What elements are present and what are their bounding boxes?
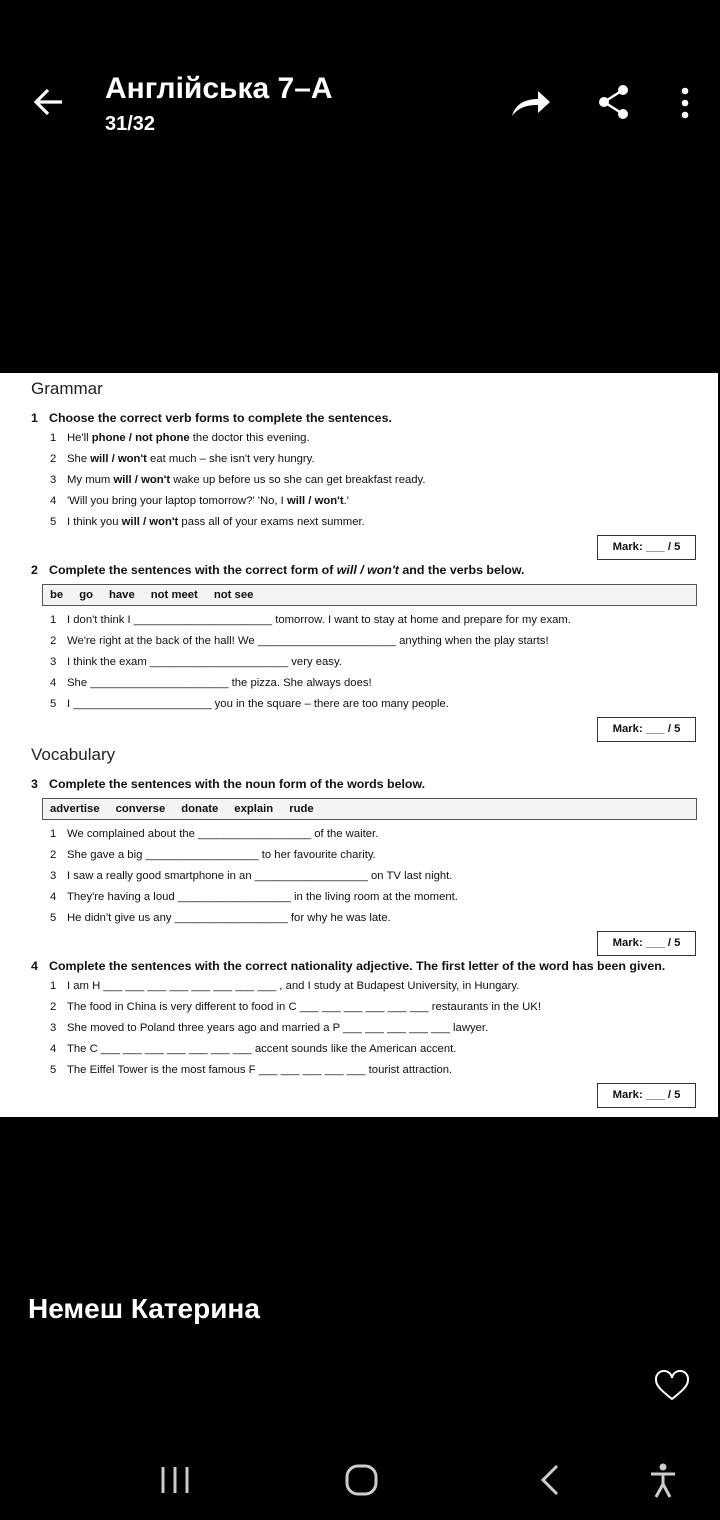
- item-text: He'll: [67, 432, 92, 445]
- item-text-end: wake up before us so she can get breakfast ready.: [170, 473, 426, 486]
- answer-blank[interactable]: __________________: [174, 911, 288, 924]
- answer-blank[interactable]: ___ ___ ___ ___ ___: [258, 1063, 366, 1076]
- item-number: 4: [50, 676, 57, 689]
- word-option: rude: [289, 802, 314, 815]
- word-option: go: [79, 588, 93, 601]
- answer-blank[interactable]: ___ ___ ___ ___ ___: [343, 1021, 450, 1034]
- more-options-icon[interactable]: [680, 87, 690, 119]
- section-vocabulary: Vocabulary: [31, 744, 116, 764]
- exercise-item: [50, 1059, 696, 1080]
- exercise-4-heading: [31, 959, 696, 974]
- share-icon[interactable]: [597, 84, 631, 120]
- exercise-number: 2: [31, 562, 38, 577]
- section-grammar: Grammar: [31, 379, 103, 398]
- item-text: I don't think I: [67, 614, 134, 627]
- item-text: I am H: [67, 980, 104, 993]
- item-text-end: on TV last night.: [367, 869, 453, 882]
- exercise-title: Complete the sentences with the correct nationality adjective. The first letter of the word has been given.: [49, 958, 666, 973]
- word-box: [42, 798, 697, 820]
- exercise-item: [50, 824, 696, 845]
- item-text: We're right at the back of the hall! We: [67, 635, 258, 648]
- answer-blank[interactable]: ______________________: [90, 676, 229, 689]
- back-arrow-icon[interactable]: [32, 86, 66, 118]
- item-number: 1: [50, 614, 57, 627]
- mark-box: Mark: ___ / 5: [597, 931, 696, 956]
- item-text: The food in China is very different to food in C: [67, 1001, 300, 1014]
- answer-blank[interactable]: ______________________: [149, 655, 289, 668]
- sender-name: Немеш Катерина: [28, 1293, 260, 1324]
- exercise-item: [50, 610, 696, 631]
- answer-blank[interactable]: ___ ___ ___ ___ ___ ___ ___ ___: [103, 980, 277, 993]
- item-text: 'Will you bring your laptop tomorrow?' 'No, I: [67, 494, 287, 507]
- item-text-end: accent sounds like the American accent.: [251, 1042, 457, 1055]
- item-text-end: restaurants in the UK!: [428, 1001, 541, 1014]
- item-text: He didn't give us any: [67, 911, 175, 924]
- item-text: The C: [67, 1042, 101, 1055]
- answer-blank[interactable]: __________________: [254, 869, 368, 882]
- item-text-end: eat much – she isn't very hungry.: [146, 453, 315, 466]
- item-text-end: pass all of your exams next summer.: [178, 515, 365, 528]
- exercise-item: [50, 428, 696, 449]
- item-text: The Eiffel Tower is the most famous F: [67, 1063, 259, 1076]
- item-text-end: tomorrow. I want to stay at home and prepare for my exam.: [272, 614, 571, 627]
- item-number: 5: [50, 515, 57, 528]
- exercise-number: 1: [31, 411, 38, 425]
- nav-back-icon[interactable]: [538, 1464, 562, 1496]
- word-option: converse: [115, 802, 166, 815]
- exercise-item: [50, 1018, 696, 1039]
- item-text-end: in the living room at the moment.: [290, 890, 458, 903]
- item-number: 4: [50, 494, 57, 507]
- word-option: explain: [234, 802, 274, 815]
- item-number: 1: [50, 980, 57, 993]
- recent-apps-icon[interactable]: [160, 1465, 190, 1495]
- item-number: 2: [50, 453, 57, 466]
- item-text: She: [67, 453, 91, 466]
- item-text-end: of the waiter.: [311, 828, 379, 841]
- exercise-title: Choose the correct verb forms to complete the sentences.: [49, 411, 392, 425]
- mark-box: Mark: ___ / 5: [597, 535, 696, 560]
- item-text: She: [67, 676, 91, 689]
- image-counter: 31/32: [105, 113, 156, 135]
- mark-box: Mark: ___ / 5: [597, 717, 696, 742]
- item-text: I think you: [67, 515, 122, 528]
- item-number: 2: [50, 1001, 57, 1014]
- answer-blank[interactable]: ___ ___ ___ ___ ___ ___: [299, 1001, 429, 1014]
- item-text: I saw a really good smartphone in an: [67, 869, 255, 882]
- item-text-end: lawyer.: [449, 1021, 489, 1034]
- exercise-item: [50, 652, 696, 673]
- item-text: She moved to Poland three years ago and married a P: [67, 1021, 344, 1034]
- exercise-title-italic: will / won't: [336, 562, 399, 577]
- exercise-title: Complete the sentences with the correct form of: [49, 562, 337, 577]
- item-number: 5: [50, 911, 57, 924]
- exercise-item: [50, 693, 696, 714]
- item-text-end: anything when the play starts!: [395, 635, 549, 648]
- exercise-item: [50, 490, 696, 511]
- item-text: My mum: [67, 473, 114, 486]
- exercise-2-heading: [31, 563, 696, 578]
- item-text-end: , and I study at Budapest University, in Hungary.: [276, 980, 520, 993]
- item-text-end: to her favourite charity.: [258, 849, 376, 862]
- answer-blank[interactable]: ______________________: [257, 635, 396, 648]
- item-text-end: .': [343, 494, 349, 507]
- item-number: 4: [50, 890, 57, 903]
- mark-box: Mark: ___ / 5: [597, 1083, 696, 1108]
- answer-options[interactable]: will / won't: [113, 473, 171, 486]
- exercise-item: [50, 672, 696, 693]
- word-option: be: [50, 588, 64, 601]
- answer-blank[interactable]: ______________________: [73, 697, 212, 710]
- item-number: 3: [50, 1021, 57, 1034]
- exercise-item: [50, 976, 696, 997]
- item-text-end: very easy.: [288, 655, 342, 668]
- item-number: 1: [50, 828, 57, 841]
- item-text: I think the exam: [67, 655, 150, 668]
- accessibility-icon[interactable]: [648, 1462, 678, 1500]
- word-option: have: [109, 588, 135, 601]
- exercise-title-end: and the verbs below.: [398, 562, 525, 577]
- item-text-end: the pizza. She always does!: [228, 676, 372, 689]
- item-text-end: you in the square – there are too many people.: [211, 697, 449, 710]
- item-text-end: for why he was late.: [287, 911, 391, 924]
- item-text-end: the doctor this evening.: [189, 432, 310, 445]
- item-text: I: [67, 697, 74, 710]
- item-number: 3: [50, 473, 57, 486]
- exercise-title: Complete the sentences with the noun form of the words below.: [49, 776, 426, 791]
- exercise-item: [50, 845, 696, 866]
- word-option: advertise: [50, 802, 100, 815]
- item-number: 3: [50, 869, 57, 882]
- exercise-item: [50, 470, 696, 491]
- worksheet-image[interactable]: [0, 373, 718, 1117]
- answer-blank[interactable]: __________________: [177, 890, 291, 903]
- item-text: We complained about the: [67, 828, 199, 841]
- exercise-item: [50, 449, 696, 470]
- word-option: not see: [213, 588, 254, 601]
- item-number: 2: [50, 635, 57, 648]
- forward-icon[interactable]: [510, 86, 552, 118]
- exercise-item: [50, 631, 696, 652]
- word-option: donate: [181, 802, 219, 815]
- chat-title: Англійська 7–А: [105, 72, 333, 105]
- heart-icon[interactable]: [654, 1370, 690, 1402]
- exercise-3-heading: [31, 777, 696, 792]
- answer-blank[interactable]: __________________: [198, 828, 312, 841]
- item-number: 4: [50, 1042, 57, 1055]
- exercise-number: 3: [31, 776, 38, 791]
- item-number: 2: [50, 849, 57, 862]
- answer-blank[interactable]: ___ ___ ___ ___ ___ ___ ___: [100, 1042, 252, 1055]
- item-text-end: tourist attraction.: [365, 1063, 453, 1076]
- item-number: 1: [50, 432, 57, 445]
- exercise-item: [50, 907, 696, 928]
- exercise-item: [50, 1038, 696, 1059]
- exercise-item: [50, 511, 696, 532]
- answer-options[interactable]: will / won't: [121, 515, 179, 528]
- item-text: She gave a big: [67, 849, 146, 862]
- exercise-item: [50, 997, 696, 1018]
- item-number: 5: [50, 1063, 57, 1076]
- answer-options[interactable]: will / won't: [286, 494, 344, 507]
- home-icon[interactable]: [345, 1464, 379, 1496]
- answer-blank[interactable]: ______________________: [133, 614, 273, 627]
- exercise-number: 4: [31, 958, 38, 973]
- item-number: 5: [50, 697, 57, 710]
- answer-options[interactable]: will / won't: [90, 453, 147, 466]
- answer-options[interactable]: phone / not phone: [91, 432, 190, 445]
- exercise-item: [50, 866, 696, 887]
- word-option: not meet: [150, 588, 198, 601]
- item-number: 3: [50, 655, 57, 668]
- exercise-1-heading: [31, 411, 696, 426]
- answer-blank[interactable]: __________________: [145, 849, 259, 862]
- item-text: They're having a loud: [67, 890, 178, 903]
- exercise-item: [50, 886, 696, 907]
- word-box: [42, 584, 697, 606]
